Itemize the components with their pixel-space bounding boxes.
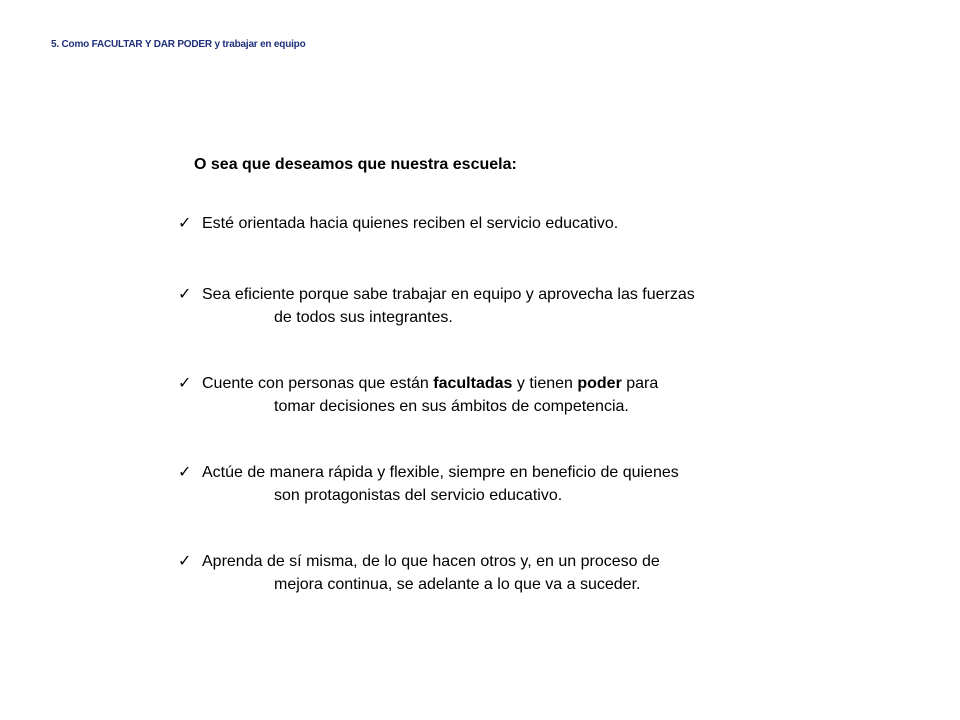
checkmark-icon: ✓ — [178, 286, 192, 303]
list-item-line — [178, 372, 818, 395]
list-item-continuation: mejora continua, se adelante a lo que va a suceder. — [274, 576, 641, 593]
list-item-text: Actúe de manera rápida y flexible, siempre en beneficio de quienes — [202, 464, 679, 481]
checkmark-icon: ✓ — [178, 464, 192, 481]
list-item-line — [178, 283, 818, 306]
section-title: 5. Como FACULTAR Y DAR PODER y trabajar en equipo — [51, 39, 306, 50]
list-item-continuation: son protagonistas del servicio educativo. — [274, 487, 563, 504]
list-item-text: Esté orientada hacia quienes reciben el servicio educativo. — [202, 215, 619, 232]
emphasis-facultadas: facultadas — [433, 375, 513, 392]
checkmark-icon: ✓ — [178, 375, 192, 392]
list-item-continuation: tomar decisiones en sus ámbitos de competencia. — [274, 398, 629, 415]
list-item-text: y tienen — [512, 375, 578, 392]
list-item — [178, 550, 818, 596]
list-item-text: Aprenda de sí misma, de lo que hacen otros y, en un proceso de — [202, 553, 660, 570]
list-item-line — [178, 550, 818, 573]
list-item-text: para — [621, 375, 659, 392]
list-item-text: Sea eficiente porque sabe trabajar en equipo y aprovecha las fuerzas — [202, 286, 695, 303]
emphasis-poder: poder — [577, 375, 622, 392]
list-item-text: Cuente con personas que están — [202, 375, 434, 392]
page-heading: O sea que deseamos que nuestra escuela: — [194, 156, 517, 173]
checkmark-icon: ✓ — [178, 553, 192, 570]
checkmark-icon: ✓ — [178, 215, 192, 232]
list-item — [178, 372, 818, 418]
list-item — [178, 283, 818, 329]
list-item — [178, 212, 818, 235]
list-item — [178, 461, 818, 507]
list-item-continuation: de todos sus integrantes. — [274, 309, 453, 326]
list-item-line — [178, 461, 818, 484]
list-item-line — [178, 212, 818, 235]
